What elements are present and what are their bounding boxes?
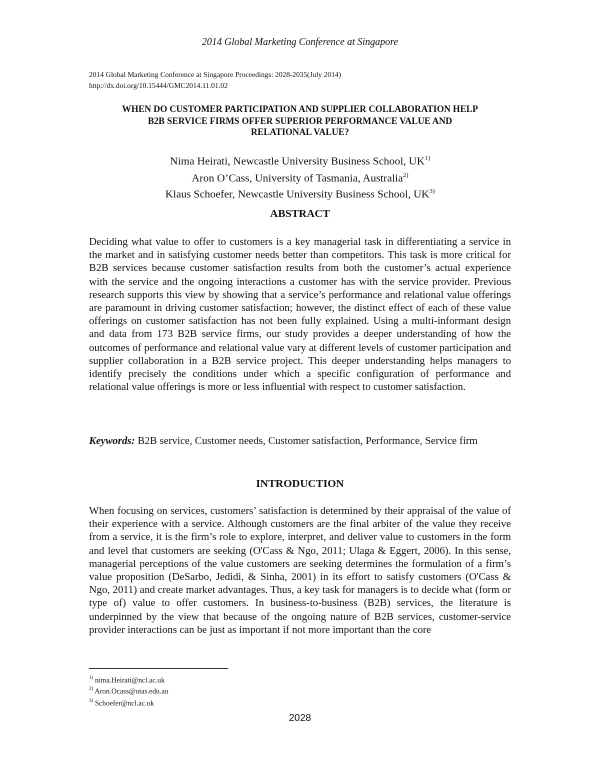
paper-title — [89, 104, 511, 139]
doi-link[interactable]: http://dx.doi.org/10.15444/GMC2014.11.01.02 — [89, 81, 228, 90]
footnote — [89, 674, 168, 685]
author-name: Klaus Schoefer, Newcastle University Business School, UK — [165, 188, 430, 201]
footnote-mark: 3) — [89, 698, 94, 704]
author-line — [89, 185, 511, 202]
introduction-paragraph: When focusing on services, customers’ satisfaction is determined by their appraisal of the value of their experience with a service. Although customers are the final arbiter of the value they receive from a service, it is the firm’s role to explore, interpret, and deliver value to customers in the form and level that customers are seeking (O'Cass & Ngo, 2011; Ulaga & Eggert, 2006). In this sense, managerial perceptions of the value customers are seeking determines the formulation of a firm’s value proposition (DeSarbo, Jedidi, & Sinha, 2001) in its effort to satisfy customers (O'Cass & Ngo, 2011) and create market advantages. Thus, a key task for managers is to decide what (form or type of) value to offer customers. In business-to-business (B2B) services, the literature is underpinned by the view that because of the ongoing nature of B2B services, customer-service provider interactions can be just as important if not more important than the core — [89, 506, 511, 636]
footnote-divider — [89, 668, 228, 669]
footnotes — [89, 674, 168, 708]
footnote-email[interactable]: nima.Heirati@ncl.ac.uk — [95, 675, 165, 685]
author-line — [89, 169, 511, 186]
abstract-heading: ABSTRACT — [270, 208, 330, 220]
abstract-paragraph: Deciding what value to offer to customers is a key managerial task in differentiating a service in the market and in satisfying customer needs better than competitors. This task is more critical for B2B services because customer satisfaction results from both the customer’s actual experience with the service and the ongoing interactions a customer has with the service provider. Previous research supports this view by showing that a service’s performance and relational value offerings are paramount in driving customer satisfaction; however, the distinct effect of each of these value offerings on customer satisfaction has not been fully explained. Using a multi-informant design and data from 173 B2B service firms, our study provides a deeper understanding of how the outcomes of performance and relational value vary at different levels of customer participation and supplier collaboration in a B2B service project. This deeper understanding helps managers to identify precisely the conditions under which a specific configuration of performance and relational value offerings is more or less influential with respect to customer satisfaction. — [89, 237, 511, 394]
author-line — [89, 152, 511, 169]
footnote-email[interactable]: Schoefer@ncl.ac.uk — [95, 698, 154, 708]
proceedings-line: 2014 Global Marketing Conference at Singapore Proceedings: 2028-2035(July 2014) — [89, 70, 342, 79]
footnote-email[interactable]: Aron.Ocass@utas.edu.au — [94, 686, 169, 696]
footnote-mark: 3) — [429, 188, 435, 196]
introduction-heading: INTRODUCTION — [255, 478, 344, 490]
keywords-label: Keywords: — [89, 436, 135, 447]
footnote-mark: 2) — [89, 687, 94, 693]
title-line: RELATIONAL VALUE? — [250, 127, 350, 137]
author-name: Aron O’Cass, University of Tasmania, Australia — [191, 172, 403, 185]
footnote-mark: 1) — [424, 155, 431, 162]
author-name: Nima Heirati, Newcastle University Business School, UK — [169, 155, 425, 168]
title-line: WHEN DO CUSTOMER PARTICIPATION AND SUPPLIER COLLABORATION HELP — [122, 104, 478, 114]
title-line: B2B SERVICE FIRMS OFFER SUPERIOR PERFORMANCE VALUE AND — [147, 115, 453, 126]
footnote — [89, 697, 168, 708]
footnote — [89, 685, 168, 696]
footnote-mark: 1) — [89, 676, 94, 681]
page-number: 2028 — [288, 713, 312, 724]
keywords-text: B2B service, Customer needs, Customer satisfaction, Performance, Service firm — [137, 436, 478, 447]
keywords — [89, 435, 511, 448]
footnote-mark: 2) — [402, 171, 409, 179]
running-header: 2014 Global Marketing Conference at Singapore — [201, 37, 399, 48]
author-list — [89, 152, 511, 202]
